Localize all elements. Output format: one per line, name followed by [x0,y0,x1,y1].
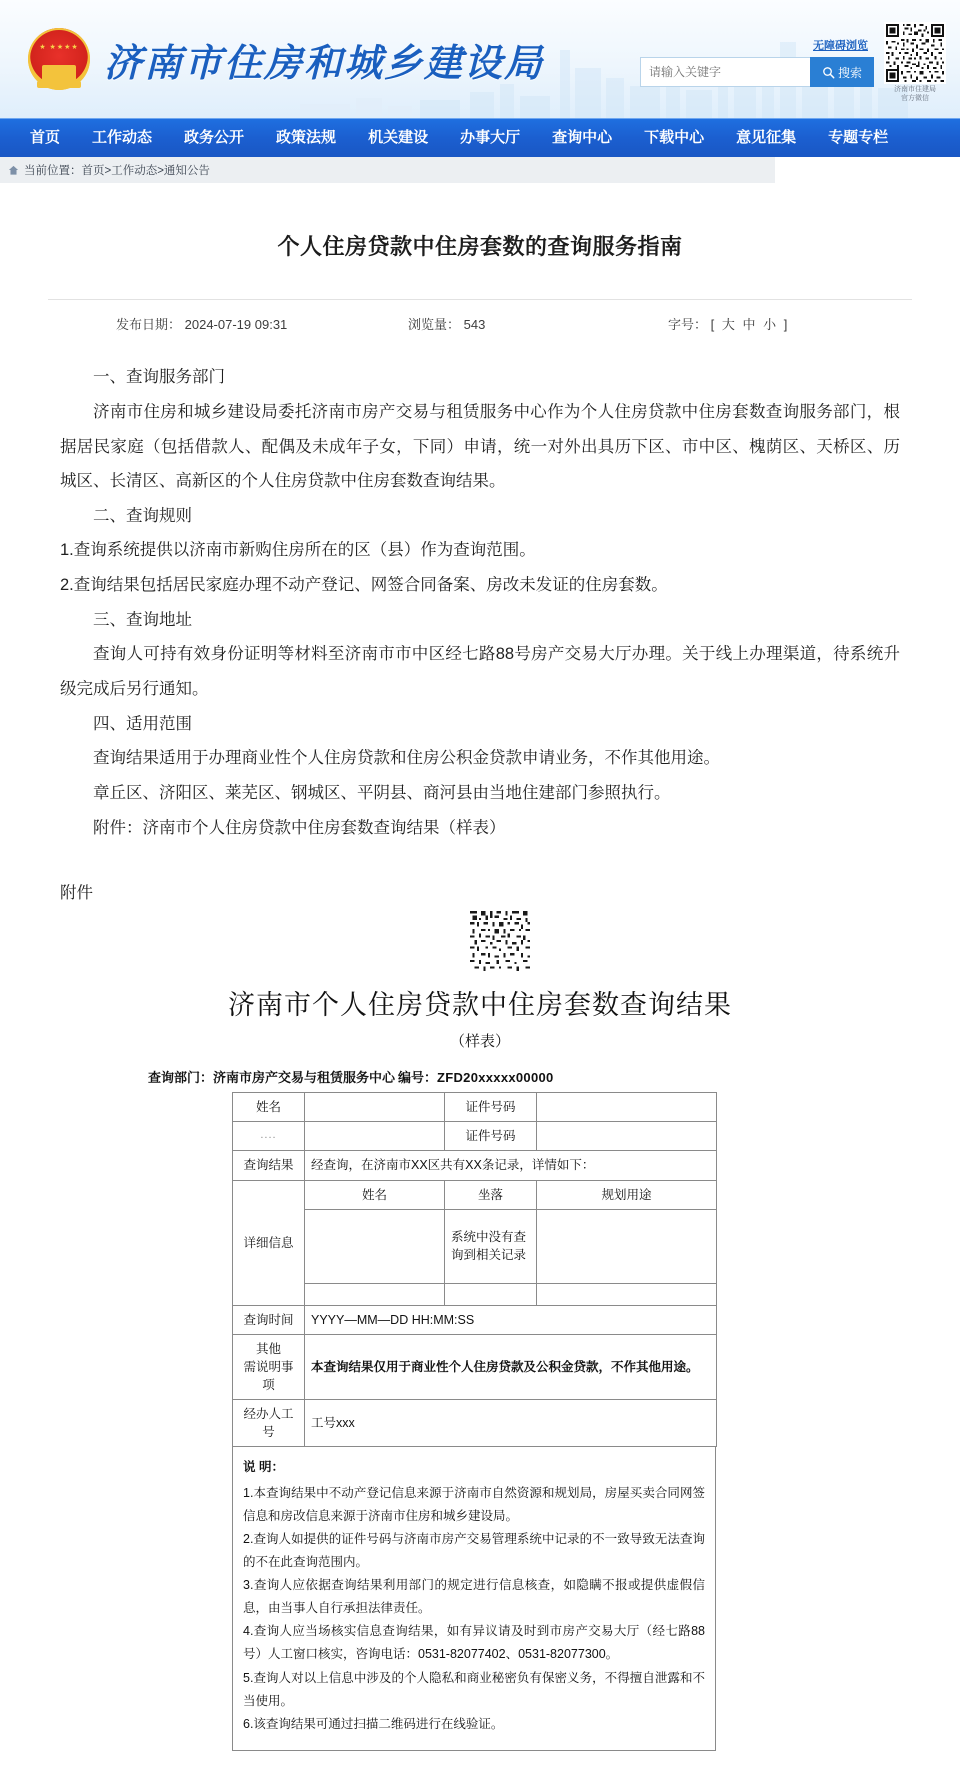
table-row-detail-empty [233,1283,717,1305]
cell-other-label [233,1334,305,1399]
views-value: 543 [463,317,486,333]
national-emblem-icon: ★ ★★★★ [28,28,90,90]
explanation-item-3: 3.查询人应依据查询结果利用部门的规定进行信息核查，如隐瞒不报或提供虚假信息，由当事人自行承担法律责任。 [243,1578,705,1616]
cell-detail-header-location: 坐落 [445,1180,537,1209]
query-result-table [232,1092,717,1447]
cell-operator-label: 经办人工号 [233,1400,305,1447]
doc-code-block [398,1067,554,1086]
section-heading-3: 三、查询地址 [93,610,192,629]
search-box [640,57,874,87]
cell-time-value: YYYY—MM—DD HH:MM:SS [305,1305,717,1334]
section-heading-4: 四、适用范围 [93,714,192,733]
fontsize-label: 字号： [668,317,708,333]
attachment-subtitle: （样表） [449,1033,510,1051]
search-button-label: 搜索 [837,65,862,80]
query-dept-value: 济南市房产交易与租赁服务中心 [213,1070,396,1086]
cell-time-label: 查询时间 [233,1305,305,1334]
qr-code-icon [884,22,946,84]
nav-item-service-hall[interactable]: 办事大厅 [460,129,521,146]
cell-detail-header-name: 姓名 [305,1180,445,1209]
section-para-4b: 章丘区、济阳区、莱芜区、钢城区、平阴县、商河县由当地住建部门参照执行。 [93,783,671,802]
cell-other-label-line1: 其他 [255,1341,281,1356]
publish-date-block [78,314,408,333]
views-label: 浏览量： [408,317,461,333]
table-row-detail-headers [233,1180,717,1209]
section-para-3: 查询人可持有效身份证明等材料至济南市市中区经七路88号房产交易大厅办理。关于线上办理渠道，待系统升级完成后另行通知。 [60,645,900,699]
nav-item-feedback[interactable]: 意见征集 [736,129,797,146]
site-title: 济南市住房和城乡建设局 [104,42,545,85]
explanation-item-4: 4.查询人应当场核实信息查询结果，如有异议请及时到市房产交易大厅（经七路88号）人工窗口核实，咨询电话：0531-82077402、0531-82077300。 [243,1624,705,1662]
nav-item-policy[interactable]: 政策法规 [276,129,337,146]
table-row-name [233,1093,717,1122]
cell-detail-header-usage: 规划用途 [537,1180,717,1209]
nav-item-special[interactable]: 专题专栏 [828,129,889,146]
qr-caption-line1: 济南市住建局 [894,86,936,94]
attachment-label: 附件 [60,884,93,903]
article-body [48,346,912,845]
cell-name-value [305,1093,445,1122]
cell-detail-location: 系统中没有查询到相关记录 [445,1209,537,1283]
search-button[interactable] [810,57,874,87]
cell-result-label: 查询结果 [233,1151,305,1180]
cell-id-value-2 [537,1122,717,1151]
explanation-item-6: 6.该查询结果可通过扫描二维码进行在线验证。 [243,1716,504,1731]
cell-second-person: .... [233,1122,305,1151]
nav-item-query-center[interactable]: 查询中心 [552,129,613,146]
breadcrumb-prefix: 当前位置： [24,165,82,177]
table-row-other [233,1334,717,1399]
cell-detail-label: 详细信息 [233,1180,305,1305]
article [0,198,960,910]
cell-detail-empty-2 [445,1283,537,1305]
cell-detail-empty-3 [537,1283,717,1305]
cell-result-value: 经查询，在济南市XX区共有XX条记录，详情如下： [305,1151,717,1180]
fontsize-options[interactable]: [ 大 中 小 ] [710,317,790,333]
doc-code-label: 编号： [398,1070,438,1086]
search-icon [822,66,835,79]
table-row-operator [233,1400,717,1447]
attachment-reference: 附件：济南市个人住房贷款中住房套数查询结果（样表） [93,818,506,837]
nav-item-home[interactable]: 首页 [30,129,61,146]
cell-detail-usage [537,1209,717,1283]
table-row-second-person [233,1122,717,1151]
attachment-title: 济南市个人住房贷款中住房套数查询结果 [228,990,732,1022]
explanation-item-5: 5.查询人对以上信息中涉及的个人隐私和商业秘密负有保密义务，不得擅自泄露和不当使用。 [243,1670,705,1708]
breadcrumb-path[interactable]: 首页>工作动态>通知公告 [81,165,210,177]
search-input[interactable] [640,57,810,87]
wechat-qr-block [884,14,946,104]
cell-detail-empty-1 [305,1283,445,1305]
table-row-time [233,1305,717,1334]
cell-id-value-1 [537,1093,717,1122]
cell-id-label-1: 证件号码 [445,1093,537,1122]
table-row-detail-data [233,1209,717,1283]
explanation-item-1: 1.本查询结果中不动产登记信息来源于济南市自然资源和规划局，房屋买卖合同网签信息和房改信息来源于济南市住房和城乡建设局。 [243,1485,705,1523]
section-rule-2: 2.查询结果包括居民家庭办理不动产登记、网签合同备案、房改未发证的住房套数。 [60,576,668,595]
section-heading-2: 二、查询规则 [93,506,192,525]
explanation-item-2: 2.查询人如提供的证件号码与济南市房产交易管理系统中记录的不一致导致无法查询的不在此查询范围内。 [243,1531,705,1569]
main-navigation [0,118,960,157]
cell-detail-name [305,1209,445,1283]
cell-name-label: 姓名 [233,1093,305,1122]
doc-code-value [437,1070,554,1085]
accessibility-link[interactable]: 无障碍浏览 [813,40,868,53]
cell-other-label-line2: 需说明事项 [243,1359,294,1393]
nav-item-agency[interactable]: 机关建设 [368,129,429,146]
query-dept-block [148,1067,398,1086]
publish-date-value: 2024-07-19 09:31 [184,317,288,333]
site-header [0,0,960,118]
qr-caption [884,86,946,104]
verification-qr-code-icon [468,909,532,973]
cell-second-person-value [305,1122,445,1151]
section-rule-1: 1.查询系统提供以济南市新购住房所在的区（县）作为查询范围。 [60,541,536,560]
section-para-1: 济南市住房和城乡建设局委托济南市房产交易与租赁服务中心作为个人住房贷款中住房套数查询服务部门，根据居民家庭（包括借款人、配偶及未成年子女，下同）申请，统一对外出具历下区、市中区、槐荫区、天桥区、历城区、长清区、高新区的个人住房贷款中住房套数查询结果。 [60,402,900,491]
article-meta [48,299,912,346]
publish-date-label: 发布日期： [116,317,182,333]
home-icon [8,165,19,176]
breadcrumb [0,157,775,183]
nav-item-download[interactable]: 下载中心 [644,129,705,146]
cell-id-label-2: 证件号码 [445,1122,537,1151]
query-dept-label: 查询部门： [148,1070,214,1086]
cell-other-value: 本查询结果仅用于商业性个人住房贷款及公积金贷款，不作其他用途。 [305,1334,717,1399]
doc-code-text: ZFD20xxxxx00000 [437,1070,554,1086]
cell-operator-value: 工号xxx [305,1400,717,1447]
attachment-header-row [0,1067,960,1086]
views-block [408,314,668,333]
attachment-document [0,909,960,1779]
explanation-heading: 说 明： [243,1460,284,1475]
section-heading-1: 一、查询服务部门 [93,368,225,387]
page-title: 个人住房贷款中住房套数的查询服务指南 [277,233,683,259]
qr-caption-line2: 官方微信 [901,95,929,102]
explanation-block [232,1447,716,1751]
nav-item-work-news[interactable]: 工作动态 [92,129,153,146]
table-row-result [233,1151,717,1180]
nav-item-gov-open[interactable]: 政务公开 [184,129,245,146]
section-para-4a: 查询结果适用于办理商业性个人住房贷款和住房公积金贷款申请业务，不作其他用途。 [93,749,720,768]
breadcrumb-wrap [0,157,960,183]
fontsize-block [668,314,882,333]
